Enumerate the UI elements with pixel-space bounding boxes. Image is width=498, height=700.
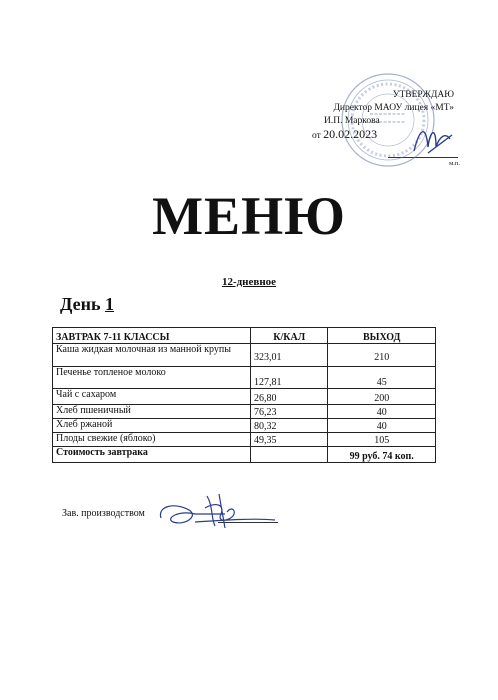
dish-kcal: 76,23 — [251, 405, 328, 419]
dish-output: 40 — [328, 419, 436, 433]
approval-position: Директор МАОУ лицея «МТ» — [333, 103, 454, 113]
dish-kcal: 80,32 — [251, 419, 328, 433]
dish-output: 40 — [328, 405, 436, 419]
dish-output: 200 — [328, 389, 436, 405]
dish-name: Печенье топленое молоко — [53, 367, 251, 389]
table-row — [53, 344, 436, 367]
table-header-row — [53, 328, 436, 344]
approval-name: И.П. Маркова — [324, 116, 380, 126]
dish-name: Плоды свежие (яблоко) — [53, 433, 251, 447]
page-title: МЕНЮ — [152, 186, 346, 246]
dish-output: 210 — [328, 344, 436, 367]
table-row — [53, 433, 436, 447]
header-kcal: К/КАЛ — [251, 328, 328, 344]
day-label: День — [60, 294, 101, 314]
page-subtitle: 12-дневное — [221, 276, 277, 288]
dish-kcal: 26,80 — [251, 389, 328, 405]
day-heading — [60, 294, 114, 315]
table-row — [53, 419, 436, 433]
dish-name: Каша жидкая молочная из манной крупы — [53, 344, 251, 367]
dish-kcal: 323,01 — [251, 344, 328, 367]
dish-output: 105 — [328, 433, 436, 447]
total-label: Стоимость завтрака — [53, 447, 251, 463]
seal-note: м.п. — [449, 160, 460, 167]
dish-kcal: 127,81 — [251, 367, 328, 389]
dish-name: Хлеб пшеничный — [53, 405, 251, 419]
table-row — [53, 389, 436, 405]
production-manager-label: Зав. производством — [62, 508, 145, 519]
table-total-row — [53, 447, 436, 463]
table-row — [53, 367, 436, 389]
header-output: ВЫХОД — [328, 328, 436, 344]
approval-title: УТВЕРЖДАЮ — [392, 90, 454, 100]
header-meal: ЗАВТРАК 7-11 КЛАССЫ — [53, 328, 251, 344]
approval-date: 20.02.2023 — [323, 127, 378, 141]
dish-kcal: 49,35 — [251, 433, 328, 447]
total-empty-cell — [251, 447, 328, 463]
approval-date-prefix: от — [312, 131, 321, 141]
menu-table — [52, 327, 436, 463]
day-number: 1 — [104, 294, 114, 314]
table-row — [53, 405, 436, 419]
dish-name: Хлеб ржаной — [53, 419, 251, 433]
dish-output: 45 — [328, 367, 436, 389]
director-signature — [410, 117, 454, 159]
total-value: 99 руб. 74 коп. — [328, 447, 436, 463]
dish-name: Чай с сахаром — [53, 389, 251, 405]
production-manager-signature — [155, 488, 280, 532]
